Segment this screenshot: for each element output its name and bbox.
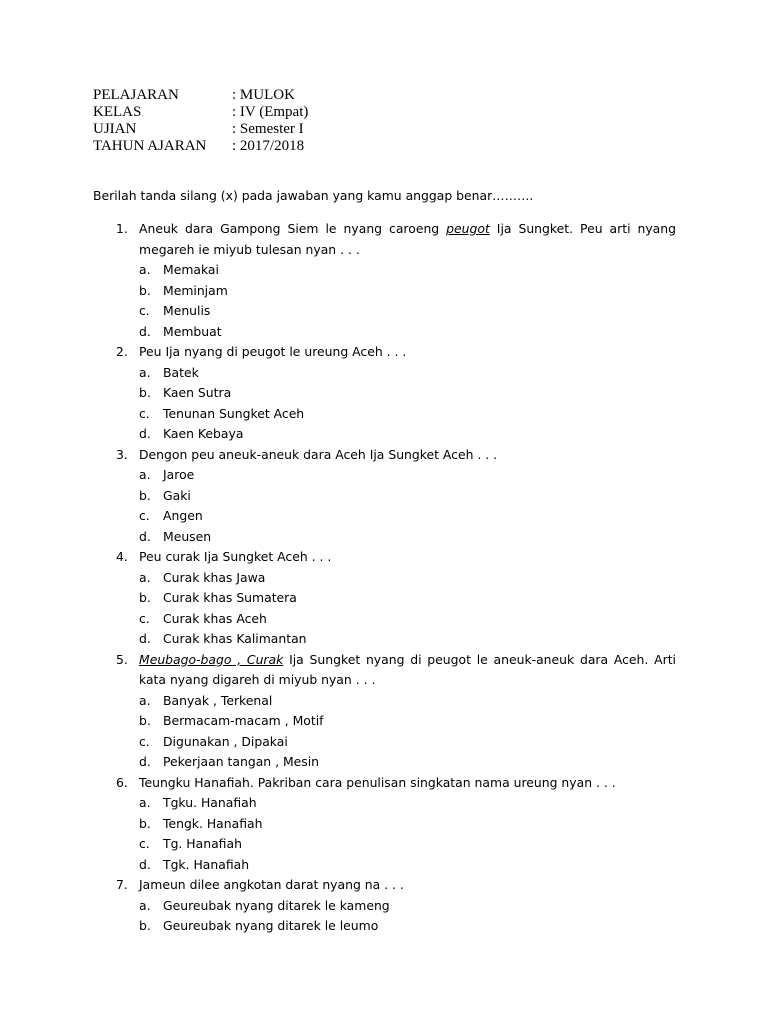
question-body bbox=[139, 773, 676, 876]
option-letter: c. bbox=[139, 836, 150, 851]
option-letter: b. bbox=[139, 282, 151, 298]
option-text: Kaen Kebaya bbox=[163, 426, 244, 441]
option-letter: a. bbox=[139, 795, 151, 810]
option-letter: a. bbox=[139, 262, 151, 277]
answer-option bbox=[139, 588, 676, 609]
question-number: 1. bbox=[116, 221, 128, 236]
answer-option bbox=[139, 732, 676, 753]
option-letter: b. bbox=[139, 713, 151, 728]
answer-option bbox=[139, 363, 676, 384]
option-text: Tg. Hanafiah bbox=[163, 836, 242, 851]
question-item bbox=[116, 219, 676, 342]
option-text: Tgku. Hanafiah bbox=[163, 795, 257, 810]
question-text bbox=[139, 547, 676, 568]
answer-option bbox=[139, 691, 676, 712]
header-value: : MULOK bbox=[232, 87, 295, 103]
option-text: Geureubak nyang ditarek le leumo bbox=[163, 918, 379, 933]
answer-option bbox=[139, 568, 676, 589]
answer-option bbox=[139, 896, 676, 917]
header-row bbox=[93, 138, 308, 155]
option-letter: d. bbox=[139, 631, 151, 646]
option-text: Digunakan , Dipakai bbox=[163, 733, 288, 749]
option-text: Banyak , Terkenal bbox=[163, 692, 273, 708]
answer-option bbox=[139, 281, 676, 302]
option-letter: a. bbox=[139, 569, 151, 585]
answer-option bbox=[139, 793, 676, 814]
answer-option bbox=[139, 383, 676, 404]
question-text-part: Jameun dilee angkotan darat nyang na . . . bbox=[139, 877, 404, 892]
question-item bbox=[116, 650, 676, 773]
question-body bbox=[139, 650, 676, 773]
question-number: 3. bbox=[116, 446, 128, 462]
question-item bbox=[116, 547, 676, 650]
question-text-part: Dengon peu aneuk-aneuk dara Aceh Ija Sungket Aceh . . . bbox=[139, 446, 498, 462]
question-text bbox=[139, 650, 676, 691]
instruction-text: Berilah tanda silang (x) pada jawaban yang kamu anggap benar………. bbox=[93, 188, 534, 203]
header-label: UJIAN bbox=[93, 121, 137, 137]
option-text: Meusen bbox=[163, 528, 212, 544]
question-text-part: Teungku Hanafiah. Pakriban cara penulisan singkatan nama ureung nyan . . . bbox=[139, 774, 616, 790]
answer-option bbox=[139, 916, 676, 937]
question-body bbox=[139, 875, 676, 937]
option-text: Memakai bbox=[163, 262, 219, 277]
header-row bbox=[93, 104, 308, 121]
header-value: : Semester I bbox=[232, 121, 304, 137]
option-text: Jaroe bbox=[163, 467, 195, 482]
option-letter: c. bbox=[139, 303, 150, 318]
option-letter: d. bbox=[139, 856, 151, 872]
option-letter: d. bbox=[139, 426, 151, 441]
exam-header bbox=[93, 87, 308, 155]
answer-option bbox=[139, 629, 676, 650]
option-letter: a. bbox=[139, 364, 151, 380]
option-text: Tgk. Hanafiah bbox=[163, 856, 250, 872]
answer-option bbox=[139, 260, 676, 281]
option-text: Tenunan Sungket Aceh bbox=[163, 405, 305, 421]
question-item bbox=[116, 342, 676, 445]
header-value: : 2017/2018 bbox=[232, 138, 305, 154]
option-text: Pekerjaan tangan , Mesin bbox=[163, 754, 320, 769]
option-text: Menulis bbox=[163, 303, 211, 318]
answer-option bbox=[139, 322, 676, 343]
header-row bbox=[93, 87, 308, 104]
question-body bbox=[139, 342, 676, 445]
question-item bbox=[116, 773, 676, 876]
option-letter: c. bbox=[139, 508, 150, 523]
option-letter: c. bbox=[139, 405, 150, 421]
answer-option bbox=[139, 506, 676, 527]
question-body bbox=[139, 219, 676, 342]
question-emphasis: peugot bbox=[446, 221, 490, 236]
option-letter: c. bbox=[139, 610, 150, 626]
header-row bbox=[93, 121, 308, 138]
question-text-part: Ija Sungket. Peu arti nyang megareh ie miyub tulesan nyan . . . bbox=[139, 221, 676, 257]
header-value: : IV (Empat) bbox=[232, 104, 309, 120]
option-letter: d. bbox=[139, 528, 151, 544]
option-text: Gaki bbox=[163, 487, 191, 503]
option-letter: a. bbox=[139, 467, 151, 482]
question-number: 4. bbox=[116, 549, 128, 564]
answer-option bbox=[139, 486, 676, 507]
option-text: Curak khas Aceh bbox=[163, 610, 267, 626]
answer-option bbox=[139, 609, 676, 630]
answer-option bbox=[139, 465, 676, 486]
question-number: 6. bbox=[116, 774, 128, 790]
option-letter: a. bbox=[139, 897, 151, 913]
option-text: Batek bbox=[163, 364, 199, 380]
question-body bbox=[139, 445, 676, 548]
answer-option bbox=[139, 527, 676, 548]
option-letter: b. bbox=[139, 815, 151, 831]
question-text bbox=[139, 875, 676, 896]
question-text-part: Peu curak Ija Sungket Aceh . . . bbox=[139, 549, 332, 564]
question-text-part: Peu Ija nyang di peugot le ureung Aceh . . . bbox=[139, 344, 407, 359]
option-text: Angen bbox=[163, 508, 203, 523]
option-letter: b. bbox=[139, 590, 151, 605]
option-letter: d. bbox=[139, 754, 151, 769]
header-label: TAHUN AJARAN bbox=[93, 138, 207, 154]
header-label: KELAS bbox=[93, 104, 142, 120]
option-text: Geureubak nyang ditarek le kameng bbox=[163, 897, 390, 913]
question-text bbox=[139, 342, 676, 363]
question-item bbox=[116, 445, 676, 548]
question-number: 2. bbox=[116, 344, 128, 359]
option-letter: b. bbox=[139, 487, 151, 503]
question-number: 7. bbox=[116, 877, 128, 892]
option-letter: b. bbox=[139, 385, 151, 400]
question-body bbox=[139, 547, 676, 650]
answer-option bbox=[139, 834, 676, 855]
question-number: 5. bbox=[116, 651, 128, 667]
option-text: Tengk. Hanafiah bbox=[163, 815, 263, 831]
question-text bbox=[139, 773, 676, 794]
option-letter: d. bbox=[139, 323, 151, 339]
answer-option bbox=[139, 711, 676, 732]
option-letter: c. bbox=[139, 733, 150, 749]
option-text: Bermacam-macam , Motif bbox=[163, 713, 324, 728]
question-list bbox=[116, 219, 676, 937]
option-text: Curak khas Sumatera bbox=[163, 590, 297, 605]
header-label: PELAJARAN bbox=[93, 87, 179, 103]
question-text bbox=[139, 219, 676, 260]
question-text bbox=[139, 445, 676, 466]
option-text: Kaen Sutra bbox=[163, 385, 232, 400]
question-text-part: Ija Sungket nyang di peugot le aneuk-aneuk dara Aceh. Arti kata nyang digareh di miyub nyan . . . bbox=[139, 651, 676, 687]
question-text-part: Aneuk dara Gampong Siem le nyang caroeng bbox=[139, 221, 447, 236]
option-text: Curak khas Jawa bbox=[163, 569, 266, 585]
answer-option bbox=[139, 855, 676, 876]
answer-option bbox=[139, 301, 676, 322]
option-letter: b. bbox=[139, 918, 151, 933]
option-letter: a. bbox=[139, 692, 151, 708]
answer-option bbox=[139, 404, 676, 425]
option-text: Membuat bbox=[163, 323, 222, 339]
option-text: Curak khas Kalimantan bbox=[163, 631, 307, 646]
answer-option bbox=[139, 424, 676, 445]
question-item bbox=[116, 875, 676, 937]
answer-option bbox=[139, 752, 676, 773]
question-emphasis: Meubago-bago , Curak bbox=[139, 651, 284, 667]
option-text: Meminjam bbox=[163, 282, 228, 298]
answer-option bbox=[139, 814, 676, 835]
